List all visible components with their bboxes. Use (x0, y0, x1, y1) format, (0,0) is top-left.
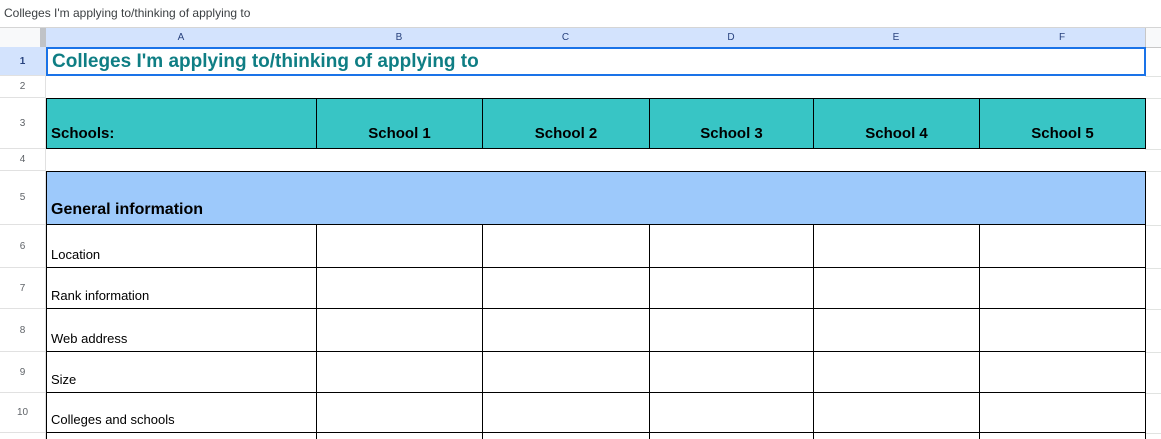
cell-d8[interactable] (650, 309, 814, 352)
gridline (1145, 225, 1161, 226)
cell-a1-title[interactable]: Colleges I'm applying to/thinking of applying to (46, 47, 1146, 76)
gridline (1145, 352, 1161, 353)
cell-f11[interactable] (980, 433, 1146, 439)
cell-b3-school-1[interactable]: School 1 (317, 99, 483, 148)
cell-a10-label[interactable]: Colleges and schools (47, 393, 317, 433)
cell-d11[interactable] (650, 433, 814, 439)
table-row (47, 268, 1146, 309)
cell-a6-label[interactable]: Location (47, 225, 317, 268)
cell-e9[interactable] (814, 352, 980, 393)
gridline (1145, 171, 1161, 172)
cell-b11[interactable] (317, 433, 483, 439)
header-filler (1145, 28, 1161, 48)
row-header-2[interactable]: 2 (0, 76, 45, 98)
cell-d9[interactable] (650, 352, 814, 393)
cell-c6[interactable] (483, 225, 650, 268)
schools-header-row (46, 98, 1146, 149)
cell-b8[interactable] (317, 309, 483, 352)
table-row (47, 433, 1146, 439)
table-row (47, 309, 1146, 352)
cell-f3-school-5[interactable]: School 5 (980, 99, 1146, 148)
row-header-4[interactable]: 4 (0, 149, 45, 171)
cell-f9[interactable] (980, 352, 1146, 393)
cell-f8[interactable] (980, 309, 1146, 352)
gridline (1145, 268, 1161, 269)
cell-e7[interactable] (814, 268, 980, 309)
cell-b6[interactable] (317, 225, 483, 268)
cell-f6[interactable] (980, 225, 1146, 268)
row-header-10[interactable]: 10 (0, 393, 45, 433)
cell-c8[interactable] (483, 309, 650, 352)
column-header-a[interactable]: A (46, 28, 317, 48)
cell-d7[interactable] (650, 268, 814, 309)
column-header-f[interactable]: F (979, 28, 1146, 48)
gridline (1145, 433, 1161, 434)
cell-e11[interactable] (814, 433, 980, 439)
gridline (1145, 98, 1161, 99)
data-grid (46, 225, 1146, 439)
cell-d10[interactable] (650, 393, 814, 433)
cell-f10[interactable] (980, 393, 1146, 433)
column-header-band (0, 27, 1161, 47)
column-header-e[interactable]: E (813, 28, 980, 48)
row-header-9[interactable]: 9 (0, 352, 45, 393)
select-all-corner[interactable] (0, 28, 46, 48)
cell-a7-label[interactable]: Rank information (47, 268, 317, 309)
table-row (47, 225, 1146, 268)
row-header-band (0, 47, 46, 439)
row-header-5[interactable]: 5 (0, 171, 45, 225)
cell-c9[interactable] (483, 352, 650, 393)
row-header-11[interactable] (0, 433, 45, 439)
cell-f7[interactable] (980, 268, 1146, 309)
document-title: Colleges I'm applying to/thinking of applying to (4, 6, 251, 20)
gridline (1145, 76, 1161, 77)
top-bar (0, 0, 1161, 27)
gridline (1145, 393, 1161, 394)
cell-e8[interactable] (814, 309, 980, 352)
table-row (47, 352, 1146, 393)
cell-b7[interactable] (317, 268, 483, 309)
cell-a11[interactable] (47, 433, 317, 439)
cell-b9[interactable] (317, 352, 483, 393)
row-header-1[interactable]: 1 (0, 47, 45, 76)
cell-c7[interactable] (483, 268, 650, 309)
cell-e6[interactable] (814, 225, 980, 268)
cell-b10[interactable] (317, 393, 483, 433)
table-row (47, 393, 1146, 433)
column-header-c[interactable]: C (482, 28, 650, 48)
cell-d3-school-3[interactable]: School 3 (650, 99, 814, 148)
cell-c11[interactable] (483, 433, 650, 439)
row-header-6[interactable]: 6 (0, 225, 45, 268)
row-header-8[interactable]: 8 (0, 309, 45, 352)
row-header-7[interactable]: 7 (0, 268, 45, 309)
gridline (1145, 149, 1161, 150)
cell-c3-school-2[interactable]: School 2 (483, 99, 650, 148)
row-header-3[interactable]: 3 (0, 98, 45, 149)
cell-a5-section-header[interactable]: General information (46, 171, 1146, 225)
column-header-b[interactable]: B (316, 28, 483, 48)
cell-a3-schools-label[interactable]: Schools: (47, 99, 317, 148)
cell-e3-school-4[interactable]: School 4 (814, 99, 980, 148)
gridline (1145, 309, 1161, 310)
cell-a8-label[interactable]: Web address (47, 309, 317, 352)
cell-d6[interactable] (650, 225, 814, 268)
cell-a9-label[interactable]: Size (47, 352, 317, 393)
column-header-d[interactable]: D (649, 28, 814, 48)
cell-e10[interactable] (814, 393, 980, 433)
cell-c10[interactable] (483, 393, 650, 433)
